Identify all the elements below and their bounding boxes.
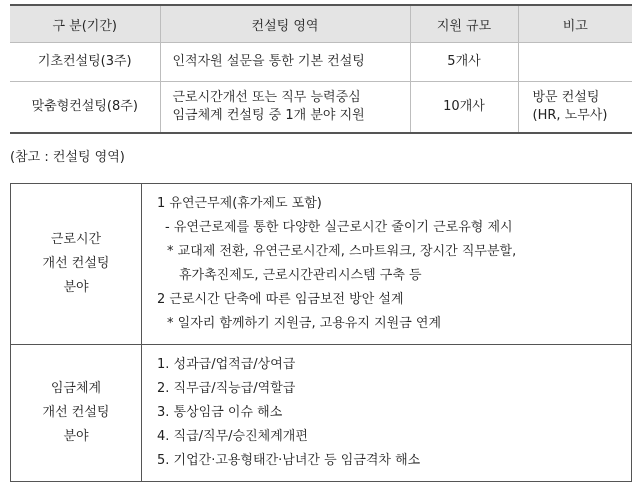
table-row: [11, 345, 632, 482]
area-label-cell: [11, 345, 142, 482]
content-line: 휴가촉진제도, 근로시간관리시스템 구축 등: [179, 268, 422, 283]
content-line: * 교대제 전환, 유연근로시간제, 스마트워크, 장시간 직무분할,: [167, 244, 517, 259]
area-content-cell: [142, 184, 632, 345]
header-period: 구 분(기간): [10, 5, 160, 43]
content-line: 2. 직무급/직능급/역할급: [157, 381, 296, 396]
area-cell: [160, 82, 410, 134]
area-line: 임금체계 컨설팅 중 1개 분야 지원: [172, 108, 365, 123]
label-line: 임금체계: [50, 381, 102, 396]
label-line: 개선 컨설팅: [42, 405, 110, 420]
header-note: 비고: [518, 5, 632, 43]
content-line: 1 유연근무제(휴가제도 포함): [157, 196, 322, 211]
note-line: (HR, 노무사): [532, 108, 608, 123]
content-line: 4. 직급/직무/승진체계개편: [157, 429, 308, 444]
period-cell: 기초컨설팅(3주): [10, 43, 160, 82]
area-line: 인적자원 설문을 통한 기본 컨설팅: [172, 54, 365, 69]
scale-cell: 5개사: [410, 43, 518, 82]
content-line: 1. 성과급/업적급/상여급: [157, 357, 296, 372]
content-line: * 일자리 함께하기 지원금, 고용유지 지원금 연계: [167, 316, 442, 331]
table-row: [11, 184, 632, 345]
summary-header-row: [10, 5, 632, 43]
note-cell: [518, 43, 632, 82]
header-scale: 지원 규모: [410, 5, 518, 43]
scale-cell: 10개사: [410, 82, 518, 134]
area-line: 근로시간개선 또는 직무 능력중심: [172, 90, 361, 105]
note-cell: [518, 82, 632, 134]
period-cell: 맞춤형컨설팅(8주): [10, 82, 160, 134]
header-area: 컨설팅 영역: [160, 5, 410, 43]
content-line: 5. 기업간·고용형태간·남녀간 등 임금격차 해소: [157, 453, 421, 468]
area-label-cell: [11, 184, 142, 345]
content-line: 3. 통상임금 이슈 해소: [157, 405, 283, 420]
label-line: 근로시간: [50, 232, 102, 247]
consulting-summary-table: [10, 4, 632, 134]
note-line: 방문 컨설팅: [532, 90, 600, 105]
consulting-area-table: [10, 183, 632, 482]
area-content-cell: [142, 345, 632, 482]
table-row: [10, 82, 632, 134]
label-line: 개선 컨설팅: [42, 256, 110, 271]
label-line: 분야: [63, 429, 89, 444]
label-line: 분야: [63, 280, 89, 295]
table-row: [10, 43, 632, 82]
content-line: - 유연근로제를 통한 다양한 실근로시간 줄이기 근로유형 제시: [165, 220, 513, 235]
area-cell: [160, 43, 410, 82]
reference-caption: (참고 : 컨설팅 영역): [10, 150, 125, 165]
content-line: 2 근로시간 단축에 따른 임금보전 방안 설계: [157, 292, 404, 307]
